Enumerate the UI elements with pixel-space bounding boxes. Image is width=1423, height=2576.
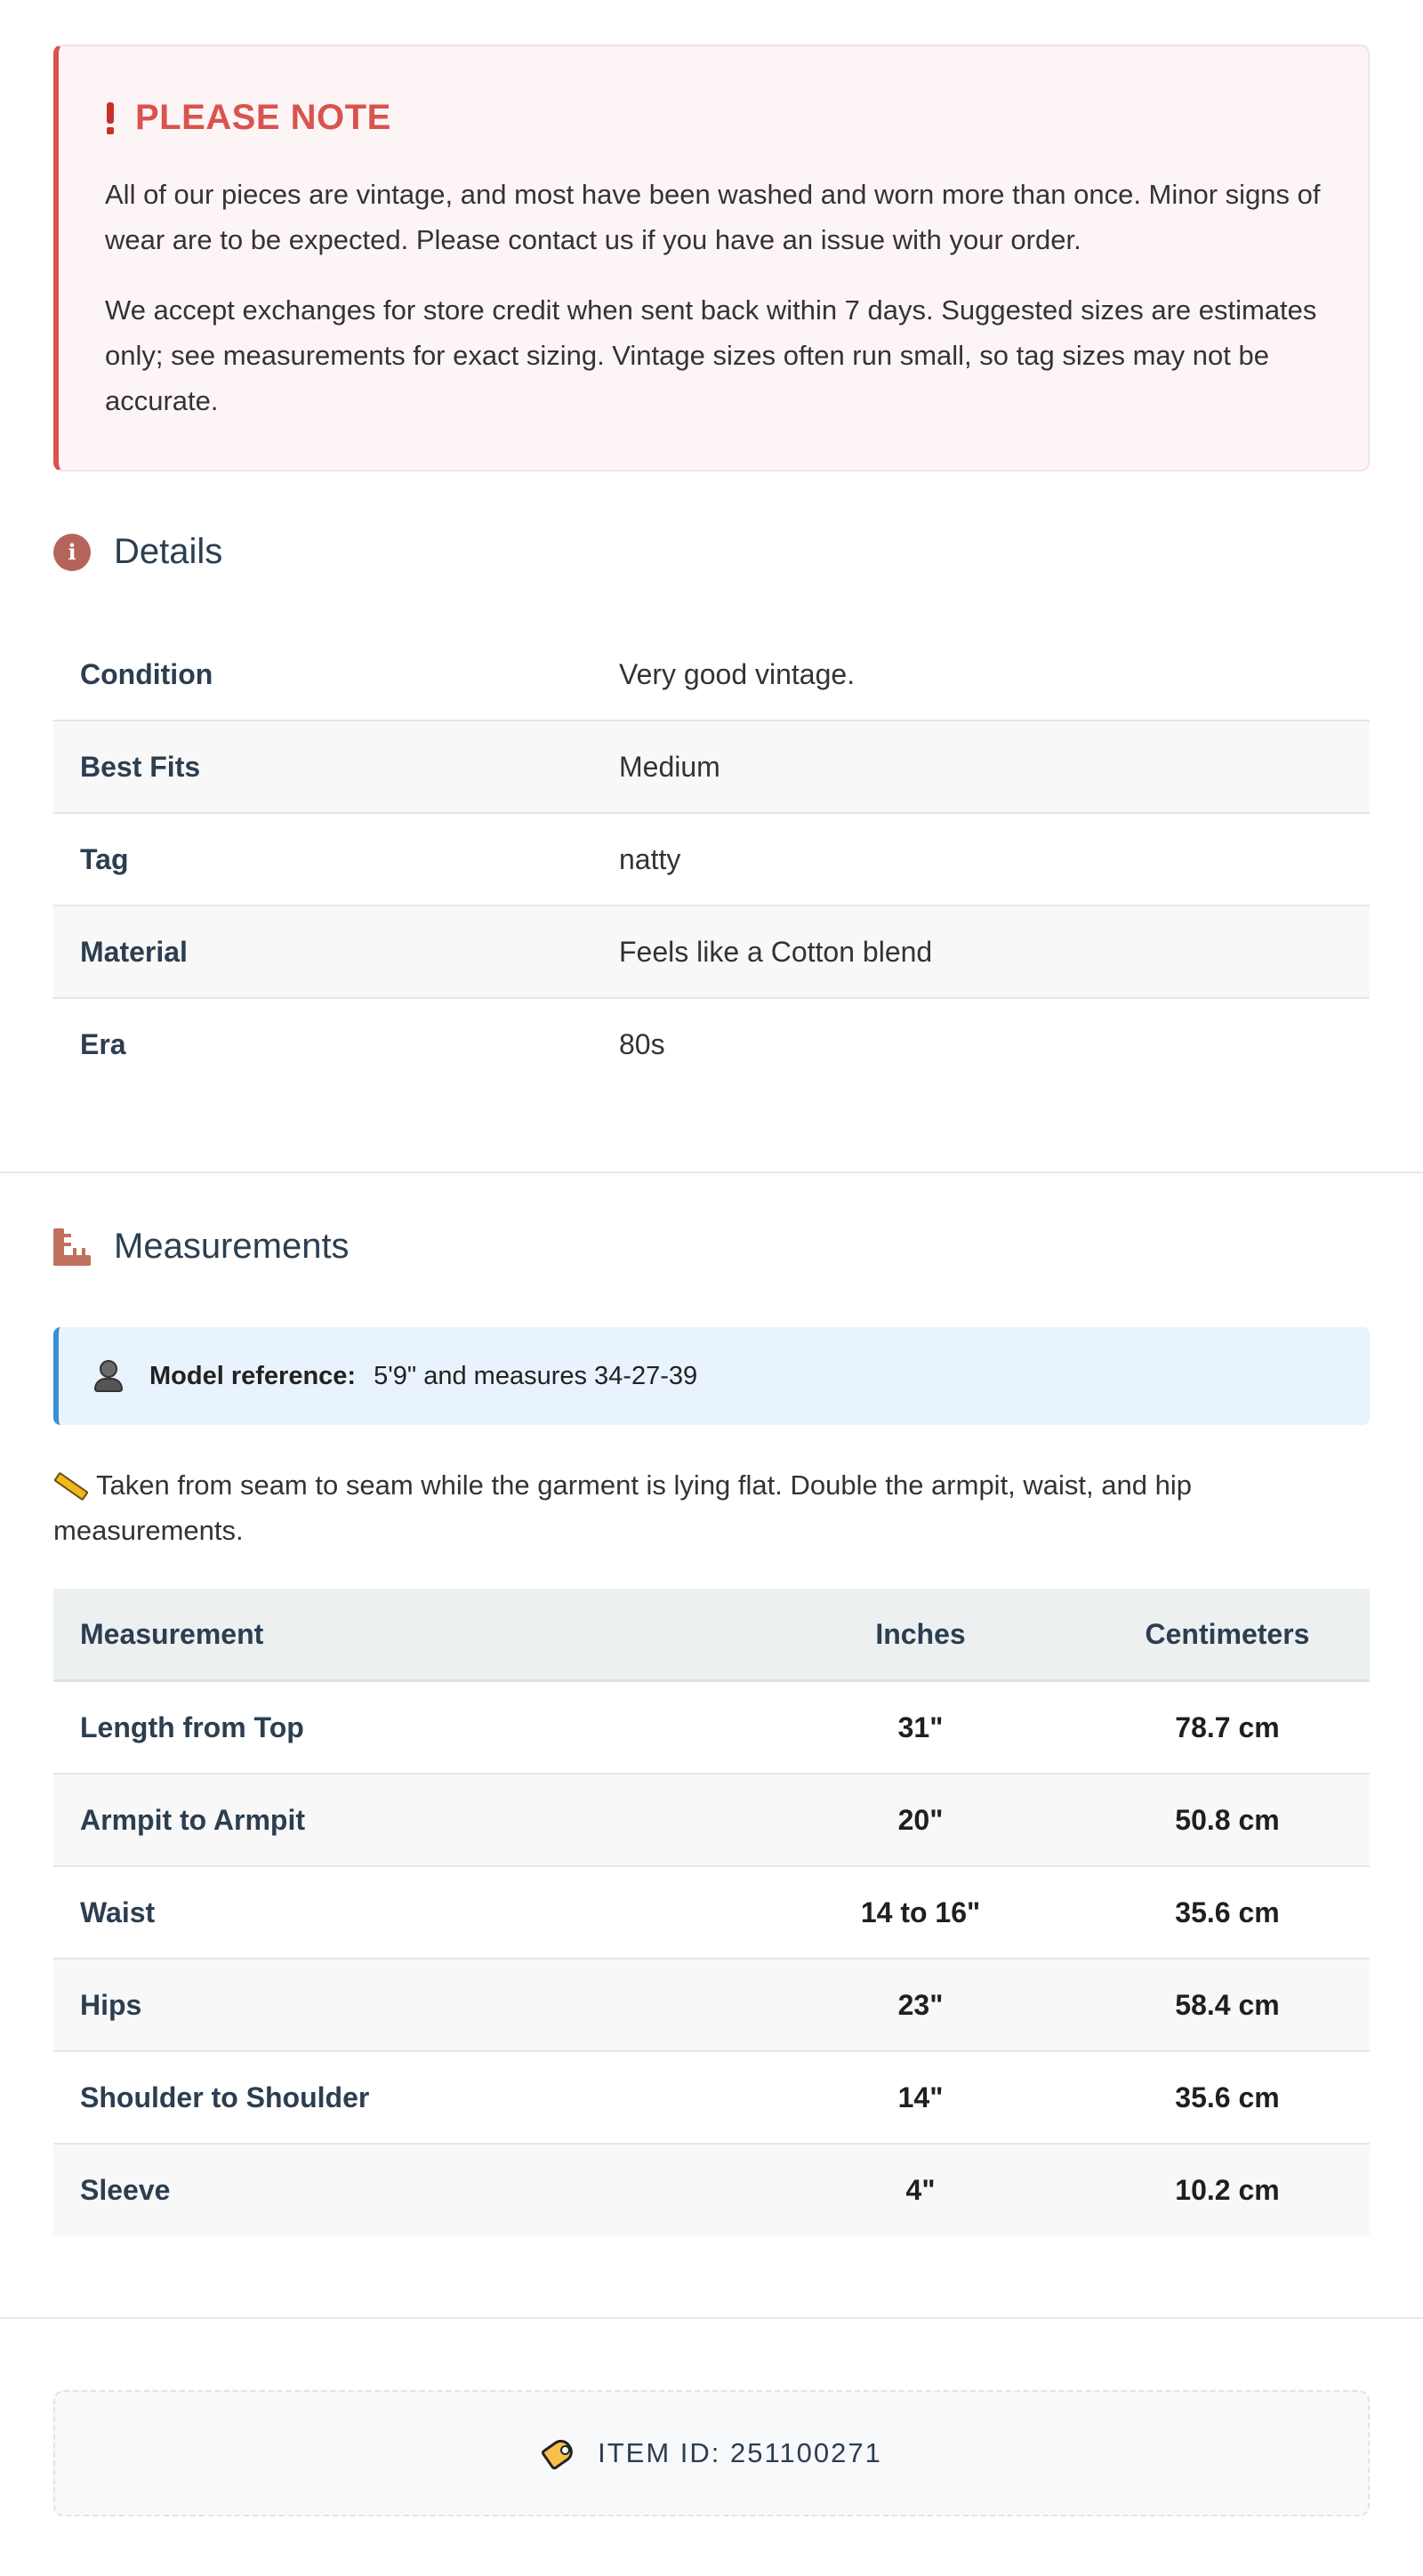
- product-info-page: [0, 44, 1423, 1090]
- column-header-centimeters: Centimeters: [1145, 1617, 1310, 1650]
- details-value: Feels like a Cotton blend: [619, 935, 933, 968]
- table-row: [53, 1682, 1370, 1775]
- section-divider: [0, 2317, 1423, 2319]
- note-paragraph-2: We accept exchanges for store credit when sent back within 7 days. Suggested sizes are estimates only; see measurements for exact sizing. Vintage sizes often run small, so tag sizes may not be accurate.: [105, 294, 1317, 416]
- measurement-inches: 14 to 16": [860, 1896, 981, 1928]
- details-value: 80s: [619, 1027, 665, 1060]
- measurement-name: Hips: [80, 1988, 142, 2021]
- note-title-row: [105, 98, 1322, 138]
- measurement-cm: 50.8 cm: [1175, 1803, 1280, 1836]
- table-row: [53, 2145, 1370, 2235]
- ruler-pencil-icon: [53, 1471, 85, 1498]
- measurement-name: Armpit to Armpit: [80, 1803, 306, 1836]
- exclamation-icon: [105, 102, 114, 134]
- details-value: Medium: [619, 750, 720, 783]
- details-heading: Details: [114, 532, 223, 571]
- measurement-name: Shoulder to Shoulder: [80, 2081, 370, 2113]
- column-header-measurement: Measurement: [80, 1617, 264, 1650]
- measurement-name: Sleeve: [80, 2173, 171, 2206]
- note-title: PLEASE NOTE: [135, 98, 391, 137]
- details-row-era: [53, 999, 1370, 1090]
- measurement-cm: 78.7 cm: [1175, 1711, 1280, 1743]
- details-value: natty: [619, 842, 681, 875]
- item-id-box: [53, 2390, 1370, 2516]
- table-row: [53, 1867, 1370, 1960]
- measurement-inches: 23": [897, 1988, 944, 2021]
- details-label: Best Fits: [80, 750, 201, 783]
- measurements-heading-row: [53, 1227, 1370, 1267]
- table-row: [53, 1960, 1370, 2052]
- item-id-section: [0, 2390, 1423, 2516]
- details-heading-row: [53, 532, 1370, 572]
- measurement-inches: 31": [897, 1711, 944, 1743]
- model-reference-box: [53, 1327, 1370, 1425]
- note-paragraph-1: All of our pieces are vintage, and most have been washed and worn more than once. Minor signs of wear are to be expected. Please contact us if you have an issue with your order.: [105, 179, 1321, 255]
- measurement-inches: 14": [897, 2081, 944, 2113]
- details-label: Tag: [80, 842, 129, 875]
- measurement-note-text: Taken from seam to seam while the garment is lying flat. Double the armpit, waist, and hip measurements.: [53, 1469, 1192, 1546]
- measurements-table: [53, 1589, 1370, 2235]
- section-divider: [0, 1171, 1423, 1173]
- measurements-heading: Measurements: [114, 1227, 350, 1266]
- details-row-material: [53, 906, 1370, 999]
- measurements-section: [0, 1227, 1423, 2235]
- tag-icon: [541, 2438, 576, 2468]
- measurement-cm: 58.4 cm: [1175, 1988, 1280, 2021]
- measurement-cm: 35.6 cm: [1175, 2081, 1280, 2113]
- measurement-note: [53, 1462, 1370, 1553]
- details-table: [53, 629, 1370, 1090]
- measurement-cm: 35.6 cm: [1175, 1896, 1280, 1928]
- details-row-condition: [53, 629, 1370, 721]
- details-label: Material: [80, 935, 188, 968]
- measurement-name: Length from Top: [80, 1711, 304, 1743]
- model-reference-value: 5'9" and measures 34-27-39: [374, 1361, 698, 1390]
- measurement-cm: 10.2 cm: [1175, 2173, 1280, 2206]
- details-row-tag: [53, 814, 1370, 906]
- model-reference-label: Model reference:: [149, 1361, 357, 1390]
- measurements-table-body: [53, 1682, 1370, 2235]
- info-icon: i: [53, 534, 91, 571]
- details-value: Very good vintage.: [619, 657, 856, 690]
- measurement-inches: 4": [905, 2173, 936, 2206]
- measurement-inches: 20": [897, 1803, 944, 1836]
- details-label: Era: [80, 1027, 126, 1060]
- measurements-table-header: [53, 1589, 1370, 1682]
- details-row-best-fits: [53, 721, 1370, 814]
- table-row: [53, 1775, 1370, 1867]
- person-icon: [92, 1358, 125, 1394]
- column-header-inches: Inches: [875, 1617, 966, 1650]
- measurement-name: Waist: [80, 1896, 156, 1928]
- ruler-icon: [53, 1228, 91, 1266]
- please-note-box: [53, 44, 1370, 471]
- table-row: [53, 2052, 1370, 2145]
- item-id-label: ITEM ID: 251100271: [598, 2437, 882, 2468]
- details-label: Condition: [80, 657, 213, 690]
